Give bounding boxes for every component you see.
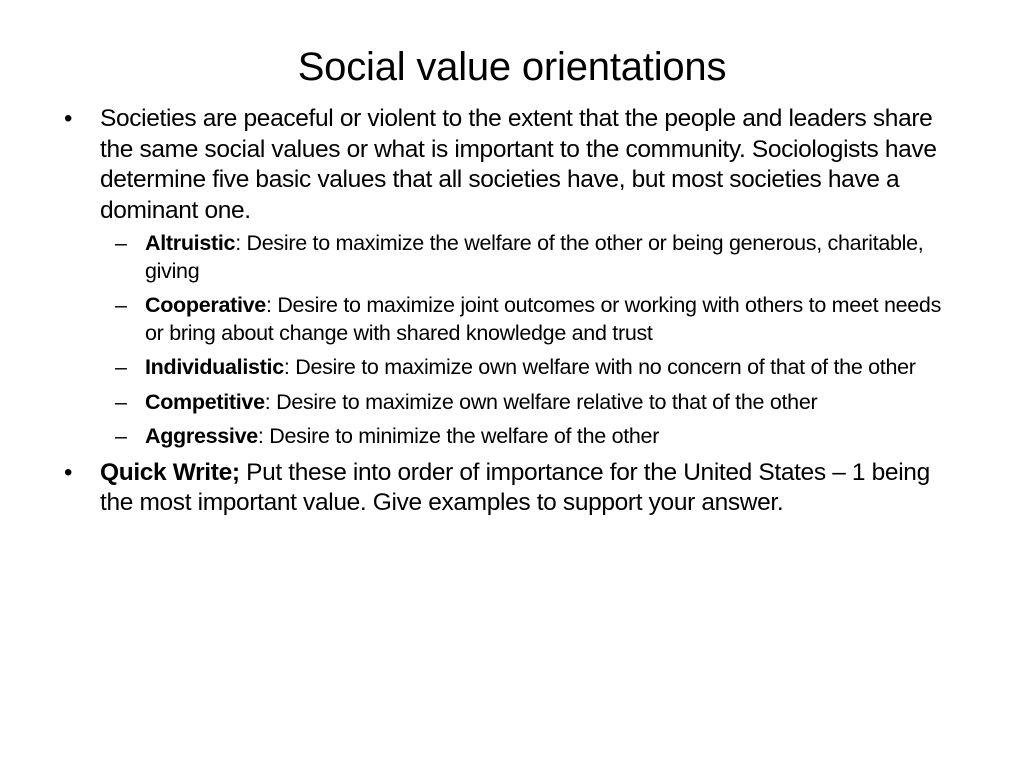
orientation-term: Altruistic — [145, 231, 236, 255]
orientation-definition: : Desire to maximize the welfare of the other or being generous, charitable, giving — [145, 231, 924, 283]
orientation-item-aggressive — [103, 423, 958, 451]
orientation-term: Individualistic — [145, 355, 284, 379]
dash-marker: – — [115, 293, 127, 317]
intro-text: Societies are peaceful or violent to the extent that the people and leaders share the same social values or what is important to the community. Sociologists have determine five basic values that all societies have, but most societies have a dominant one. — [100, 105, 937, 224]
orientation-item-individualistic — [103, 354, 958, 382]
orientation-definition: : Desire to maximize own welfare relative to that of the other — [264, 389, 818, 414]
orientation-term: Aggressive — [145, 424, 258, 448]
dash-marker: – — [115, 389, 127, 414]
orientation-list — [58, 230, 958, 451]
orientation-definition: : Desire to maximize joint outcomes or working with others to meet needs or bring about change with shared knowledge and trust — [145, 293, 942, 345]
quick-write-label: Quick Write; — [100, 458, 240, 486]
quick-write-bullet — [58, 458, 958, 519]
orientation-item-altruistic — [103, 230, 958, 285]
orientation-item-competitive — [103, 389, 958, 417]
orientation-term: Competitive — [145, 389, 265, 414]
orientation-definition: : Desire to minimize the welfare of the other — [257, 424, 660, 448]
quick-write-text: Put these into order of importance for the United States – 1 being the most important value. Give examples to support your answer. — [100, 458, 930, 516]
orientation-item-cooperative — [103, 292, 958, 347]
dash-marker: – — [115, 355, 127, 379]
bullet-marker: • — [63, 105, 73, 132]
slide-body — [58, 104, 958, 519]
dash-marker: – — [115, 424, 127, 448]
orientation-term: Cooperative — [145, 293, 266, 317]
slide-title: Social value orientations — [297, 45, 727, 89]
orientation-definition: : Desire to maximize own welfare with no concern of that of the other — [283, 355, 916, 379]
bullet-marker: • — [63, 458, 73, 486]
dash-marker: – — [115, 231, 127, 255]
intro-bullet — [58, 104, 958, 226]
